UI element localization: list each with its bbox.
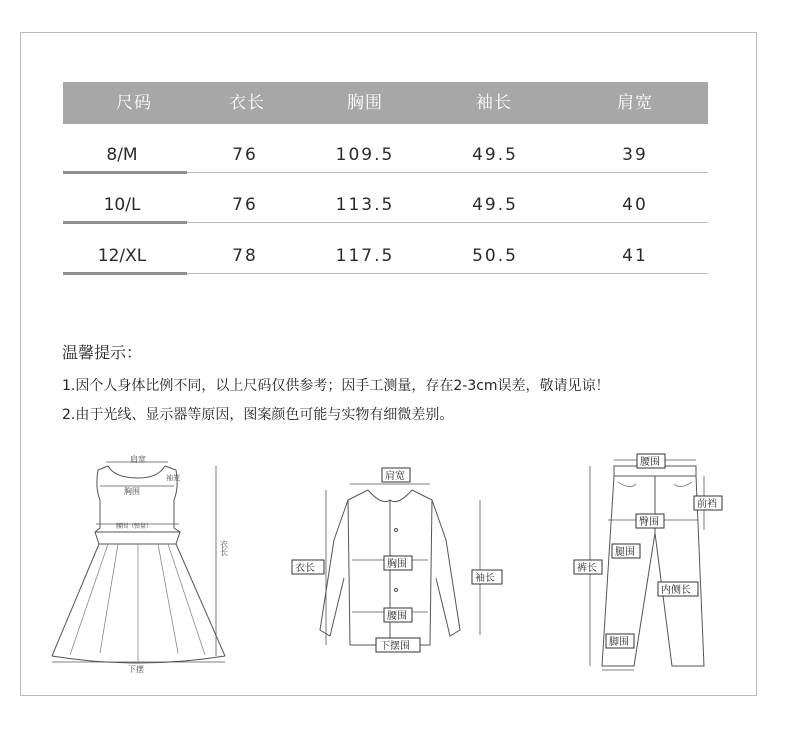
cell-bust: 113.5 [335, 195, 395, 215]
cell-sleeve: 49.5 [472, 195, 518, 215]
cell-length: 76 [232, 145, 258, 165]
header-shoulder: 肩宽 [617, 93, 653, 113]
cell-sleeve: 49.5 [472, 145, 518, 165]
dress-shoulder-label: 肩宽 [130, 455, 146, 464]
shirt-length-label: 衣长 [295, 563, 315, 574]
cell-size: 12/XL [97, 246, 147, 266]
dress-armhole-label: 袖笼 [166, 474, 180, 482]
header-bust: 胸围 [347, 93, 383, 113]
cell-bust: 109.5 [335, 145, 395, 165]
table-row [63, 193, 708, 223]
pants-leg-opening-label: 脚围 [609, 637, 629, 648]
shirt-shoulder-label: 肩宽 [385, 471, 405, 482]
notes-line-1: 1.因个人身体比例不同，以上尺码仅供参考；因手工测量，存在2-3cm误差，敬请见谅！ [62, 378, 610, 394]
header-size: 尺码 [116, 93, 152, 113]
cell-shoulder: 39 [622, 145, 648, 165]
cell-length: 76 [232, 195, 258, 215]
table-row [63, 244, 708, 274]
dress-waist-label: 腰围（弹量） [116, 523, 153, 530]
table-row [63, 143, 708, 173]
pants-measurement-diagram [570, 448, 730, 676]
shirt-hem-label: 下摆围 [380, 641, 410, 652]
cell-sleeve: 50.5 [472, 246, 518, 266]
pants-front-rise-label: 前裆 [697, 499, 717, 510]
pants-length-label: 裤长 [577, 563, 597, 574]
dress-hem-label: 下摆 [128, 665, 144, 674]
cell-shoulder: 40 [622, 195, 648, 215]
cell-bust: 117.5 [335, 246, 395, 266]
header-length: 衣长 [229, 93, 265, 113]
shirt-sleeve-label: 袖长 [475, 573, 495, 584]
notes-section [62, 340, 610, 433]
cell-size: 10/L [103, 195, 141, 215]
pants-inseam-label: 内侧长 [661, 585, 691, 596]
pants-hip-label: 臀围 [639, 517, 659, 528]
cell-size: 8/M [106, 145, 138, 165]
dress-bust-label: 胸围 [124, 487, 140, 496]
shirt-waist-label: 腰围 [387, 611, 407, 622]
header-sleeve: 袖长 [476, 93, 512, 113]
size-table-header [63, 82, 708, 124]
cell-shoulder: 41 [622, 246, 648, 266]
dress-length-label: 衣长 [219, 540, 229, 556]
row-accent [63, 171, 187, 174]
pants-waist-label: 腰围 [640, 457, 660, 468]
dress-measurement-diagram [40, 448, 245, 678]
notes-title: 温馨提示： [62, 343, 143, 362]
cell-length: 78 [232, 246, 258, 266]
notes-line-2: 2.由于光线、显示器等原因，图案颜色可能与实物有细微差别。 [62, 407, 454, 423]
shirt-bust-label: 胸围 [387, 559, 407, 570]
shirt-measurement-diagram [290, 460, 505, 660]
row-accent [63, 272, 187, 275]
row-accent [63, 221, 187, 224]
pants-thigh-label: 腿围 [615, 547, 635, 558]
